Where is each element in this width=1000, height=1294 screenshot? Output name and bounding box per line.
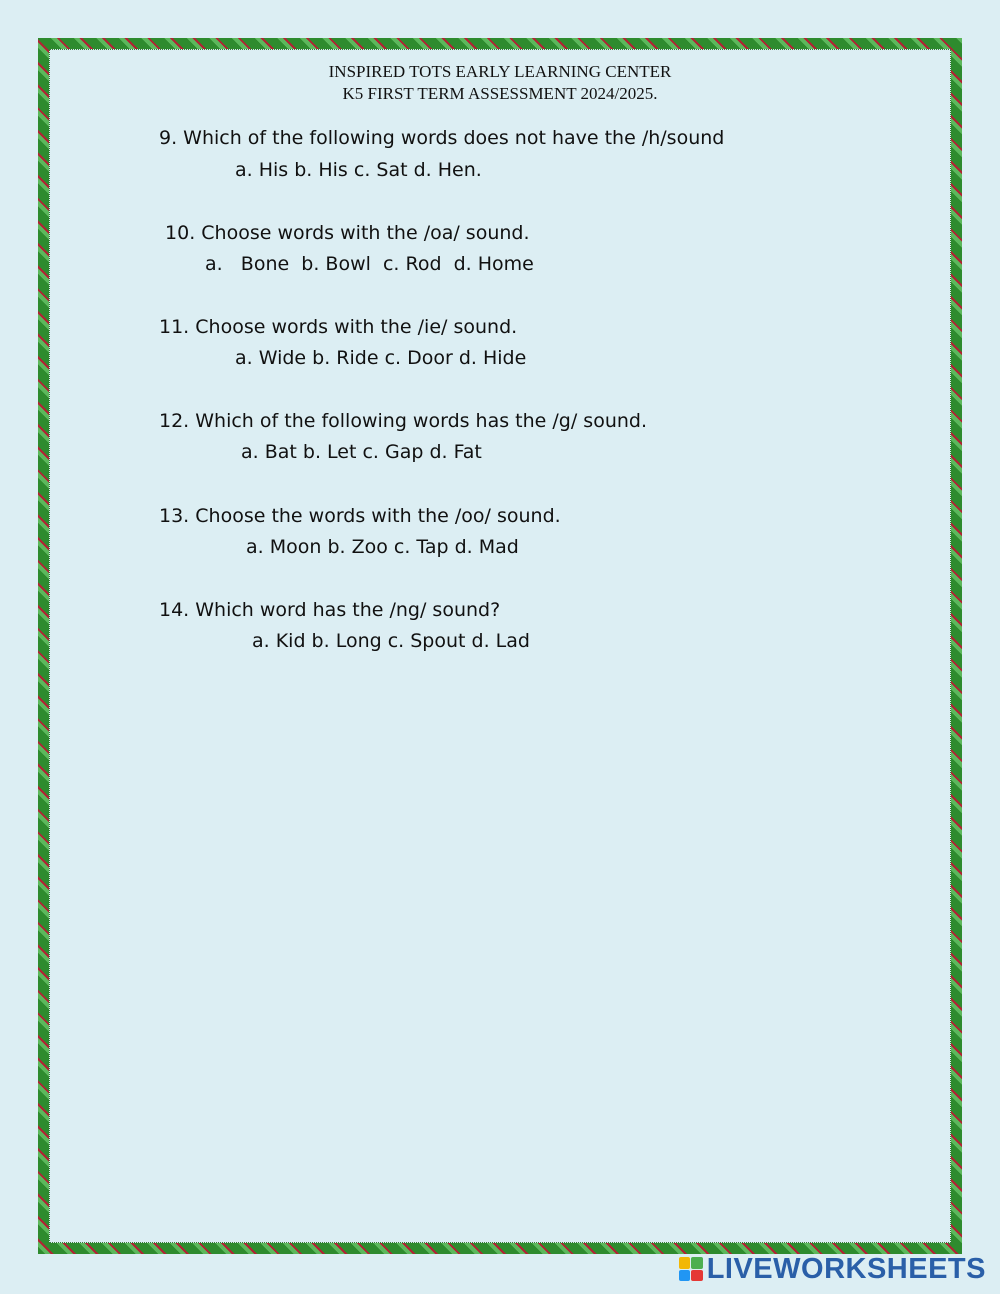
question-12-options: a. Bat b. Let c. Gap d. Fat — [241, 441, 482, 463]
question-10: 10. Choose words with the /oa/ sound. — [159, 222, 530, 244]
question-9: 9. Which of the following words does not have the /h/sound — [159, 127, 725, 149]
question-10-options: a. Bone b. Bowl c. Rod d. Home — [205, 253, 534, 275]
question-11-options: a. Wide b. Ride c. Door d. Hide — [235, 347, 527, 369]
question-14: 14. Which word has the /ng/ sound? — [159, 599, 501, 621]
question-13-options: a. Moon b. Zoo c. Tap d. Mad — [246, 536, 519, 558]
question-14-options: a. Kid b. Long c. Spout d. Lad — [252, 630, 530, 652]
assessment-title: K5 FIRST TERM ASSESSMENT 2024/2025. — [342, 84, 658, 103]
liveworksheets-brand-text: LIVEWORKSHEETS — [706, 1252, 986, 1285]
question-9-options: a. His b. His c. Sat d. Hen. — [235, 159, 482, 181]
liveworksheets-logo-icon — [679, 1257, 703, 1281]
school-name: INSPIRED TOTS EARLY LEARNING CENTER — [328, 62, 672, 81]
question-12: 12. Which of the following words has the /g/ sound. — [159, 410, 648, 432]
question-13: 13. Choose the words with the /oo/ sound. — [159, 505, 561, 527]
liveworksheets-logo[interactable] — [679, 1252, 986, 1286]
question-11: 11. Choose words with the /ie/ sound. — [159, 316, 518, 338]
